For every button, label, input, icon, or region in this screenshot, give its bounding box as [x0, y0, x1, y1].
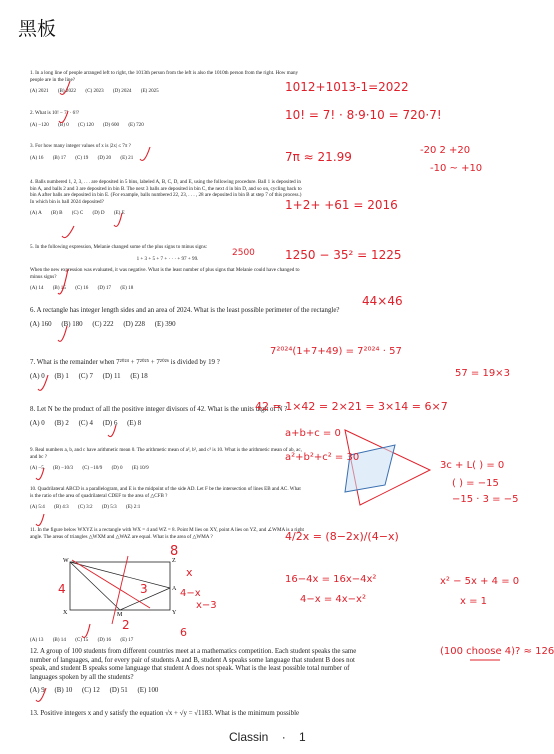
choice: (A) −120 — [30, 121, 49, 128]
checkmark — [82, 624, 90, 638]
choice: (E) 21 — [120, 154, 134, 161]
choice: (C) C — [71, 210, 84, 217]
ink-line — [112, 556, 128, 624]
choice: (E) 2025 — [140, 88, 159, 95]
handwritten-note: (100 choose 4)? ≈ 126 — [440, 646, 554, 657]
checkmark — [140, 147, 150, 161]
checkmark — [58, 326, 67, 341]
question-stem: 6. A rectangle has integer length sides and an area of 2024. What is the least possible perimeter of the rectangle? — [30, 307, 340, 314]
choice: (D) 51 — [109, 687, 128, 695]
checkmark — [108, 425, 116, 437]
figure-annotation: 3 — [140, 582, 148, 596]
question-stem: 1. In a long line of people arranged left to right, the 1013th person from the left is also the 1010th person from the right. How many people are in the line? — [30, 70, 299, 83]
question-stem: 5. In the following expression, Melanie changed some of the plus signs to minus signs: — [30, 244, 208, 250]
handwritten-note: 4−x = 4x−x² — [300, 594, 366, 605]
choice: (C) 15 — [75, 637, 89, 643]
handwritten-note: 1012+1013-1=2022 — [285, 80, 409, 94]
handwritten-note: 4/2x = (8−2x)/(4−x) — [285, 530, 399, 543]
checkmark — [60, 81, 70, 95]
question-stem: 10. Quadrilateral ABCD is a parallelogram, and E is the midpoint of the side AD. Let F be the intersection of lines EB and AC. What is the ratio of the area of quadrilateral CDEF to the area of △CFB ? — [30, 486, 301, 499]
choice: (B) 2022 — [57, 88, 77, 95]
choice: (E) 18 — [120, 285, 134, 292]
choice: (A) −5 — [30, 465, 44, 472]
checkmark — [36, 688, 46, 702]
question-stem: 4. Balls numbered 1, 2, 3, . . . are deposited in 5 bins, labeled A, B, C, D, and E, using the following procedure. Ball 1 is deposited in bin A, and balls 2 and 3 are deposited in bin B. The next 3 balls are deposited in bin C, the next 4 in bin D, and so on, cycling back to bin A after balls are deposited in bin E. (For example, balls numbered 22, 23, . . . , 28 are deposited in bin B at step 7 of this process.) In which bin is ball 2024 deposited? — [30, 179, 302, 205]
choice: (B) −10/3 — [53, 465, 74, 472]
question-stem-continued: When the new expression was evaluated, it was negative. What is the least number of plus signs that Melanie could have changed to minus signs? — [30, 267, 300, 280]
handwritten-note: ( ) = −15 — [452, 478, 499, 489]
choice: (E) 10/9 — [131, 465, 149, 472]
handwritten-note: 16−4x = 16x−4x² — [285, 574, 377, 585]
question-stem: 9. Real numbers a, b, and c have arithmetic mean 0. The arithmetic mean of a², b², and c² is 10. What is the arithmetic mean of ab, ac, and bc ? — [30, 447, 302, 460]
label-y: Y — [172, 610, 177, 616]
handwritten-note: x = 1 — [460, 596, 488, 607]
choice: (B) 4:3 — [54, 504, 69, 511]
question-stem: 11. In the figure below WXYZ is a rectangle with WX = 4 and WZ = 8. Point M lies on XY, point A lies on YZ, and ∠WMA is a right angle. The areas of triangles △WXM and △WAZ are equal. What is the area of △WMA ? — [30, 527, 304, 540]
footer-separator: · — [281, 730, 286, 744]
page-title: 黑板 — [18, 18, 57, 40]
question-stem: 3. For how many integer values of x is |2x| ≤ 7π ? — [30, 143, 131, 149]
choice: (C) 4 — [78, 419, 93, 427]
handwritten-note: 10! = 7! · 8·9·10 = 720·7! — [285, 108, 442, 122]
question-stem: 7. What is the remainder when 7²⁰²⁴ + 7²⁰²⁵ + 7²⁰²⁶ is divided by 19 ? — [30, 359, 220, 366]
choice: (C) −10/9 — [82, 465, 103, 472]
choice: (B) 1 — [54, 372, 69, 380]
handwritten-note: x² − 5x + 4 = 0 — [440, 576, 520, 587]
choice: (B) 2 — [54, 419, 69, 427]
figure-annotation: 4 — [58, 582, 66, 596]
choice: (B) B — [51, 210, 63, 217]
question-stem: 13. Positive integers x and y satisfy the equation √x + √y = √1183. What is the minimum possible — [30, 710, 300, 717]
handwritten-note: 44×46 — [362, 294, 403, 308]
choice: (A) 2021 — [30, 88, 49, 95]
choice: (B) 14 — [52, 637, 66, 643]
choice: (A) A — [30, 210, 42, 217]
choice: (A) 13 — [30, 637, 44, 643]
handwritten-note: 42 = 1×42 = 2×21 = 3×14 = 6×7 — [255, 400, 448, 413]
figure-annotation: x−3 — [196, 600, 217, 611]
checkmark — [62, 226, 74, 238]
figure-annotation: x — [186, 566, 193, 579]
checkmark — [36, 514, 44, 526]
label-w: W — [63, 558, 69, 564]
choice: (E) 8 — [127, 419, 142, 427]
handwritten-note: 1+2+ +61 = 2016 — [285, 198, 398, 212]
choice: (B) 15 — [52, 285, 66, 292]
choice: (C) 120 — [78, 121, 94, 128]
figure-annotation: 6 — [180, 626, 187, 639]
choice: (E) 720 — [128, 121, 144, 128]
choice: (C) 3:2 — [78, 504, 93, 511]
choice: (D) 5:3 — [101, 504, 117, 511]
choice: (A) 14 — [30, 285, 44, 292]
question-formula: 1 + 3 + 5 + 7 + · · · + 97 + 99. — [136, 255, 199, 262]
choice: (A) 16 — [30, 154, 44, 161]
choice: (D) 17 — [97, 285, 112, 292]
checkmark — [36, 468, 44, 480]
choice: (D) 6 — [102, 419, 118, 427]
choice: (E) E — [113, 210, 125, 217]
handwritten-note: 7π ≈ 21.99 — [285, 150, 352, 164]
handwritten-note: 57 = 19×3 — [455, 368, 510, 379]
choice: (B) 10 — [54, 687, 73, 695]
choice: (B) 0 — [58, 121, 69, 128]
checkmark — [38, 375, 48, 390]
choice: (E) 17 — [120, 637, 134, 643]
choice: (D) 2024 — [112, 88, 132, 95]
handwritten-note: 2500 — [232, 248, 255, 258]
choice: (B) 17 — [52, 154, 66, 161]
footer-bar — [0, 722, 535, 754]
choice: (E) 2:1 — [126, 504, 141, 511]
brand-name: Classin — [229, 730, 269, 744]
handwritten-note: 1250 − 35² = 1225 — [285, 248, 402, 262]
label-a: A — [172, 586, 177, 592]
choice: (D) 16 — [97, 637, 112, 643]
choice: (D) 228 — [123, 320, 145, 328]
choice: (C) 2023 — [85, 88, 104, 95]
label-z: Z — [172, 558, 176, 564]
handwritten-note: 3c + L( ) = 0 — [440, 460, 505, 471]
checkmark — [59, 111, 68, 123]
label-x: X — [63, 610, 68, 616]
page-number: 1 — [299, 730, 306, 744]
question-stem: 2. What is 10! − 7! · 6!? — [30, 110, 80, 116]
choice: (B) 180 — [61, 320, 83, 328]
choice: (C) 19 — [75, 154, 89, 161]
choice: (D) D — [92, 210, 105, 217]
choice: (E) 100 — [137, 687, 159, 695]
choice: (A) 5:4 — [30, 504, 45, 511]
choice: (D) 20 — [97, 154, 112, 161]
checkmark — [58, 269, 68, 294]
choice: (C) 12 — [82, 687, 100, 695]
figure-annotation: 8 — [170, 544, 179, 559]
checkmark — [114, 213, 122, 227]
handwritten-note: a²+b²+c² = 30 — [285, 452, 360, 463]
choice: (A) 9 — [30, 687, 45, 695]
footer-label — [229, 730, 306, 744]
handwritten-note: 7²⁰²⁴(1+7+49) = 7²⁰²⁴ · 57 — [270, 346, 402, 357]
choice: (E) 18 — [130, 372, 148, 380]
handwritten-note: -20 2 +20 — [420, 145, 471, 156]
handwritten-note: −15 · 3 = −5 — [452, 494, 519, 505]
choice: (A) 160 — [30, 320, 52, 328]
choice: (D) 0 — [111, 465, 123, 472]
choice: (D) 600 — [103, 121, 120, 128]
figure-annotation: 4−x — [180, 588, 201, 599]
choice: (C) 7 — [78, 372, 93, 380]
question-stem: 8. Let N be the product of all the positive integer divisors of 42. What is the units digit of N ? — [30, 406, 288, 413]
choice: (A) 0 — [30, 372, 45, 380]
question-stem: 12. A group of 100 students from different countries meet at a mathematics competition. Each student speaks the same number of languages, and, for every pair of students A and B, student A speaks some language that student B does not speak, and student B speaks some language that student A does not speak. What is the least possible total number of languages spoken by all the students? — [30, 648, 357, 681]
choice: (C) 222 — [92, 320, 114, 328]
choice: (A) 0 — [30, 419, 45, 427]
ink-line — [72, 560, 150, 608]
choice: (C) 16 — [75, 285, 89, 292]
choice: (D) 11 — [102, 372, 121, 380]
figure-annotation: 2 — [122, 618, 130, 632]
choice: (E) 390 — [154, 320, 176, 328]
handwritten-note: a+b+c = 0 — [285, 428, 341, 439]
label-m: M — [117, 612, 123, 618]
handwritten-note: -10 ~ +10 — [430, 163, 483, 174]
